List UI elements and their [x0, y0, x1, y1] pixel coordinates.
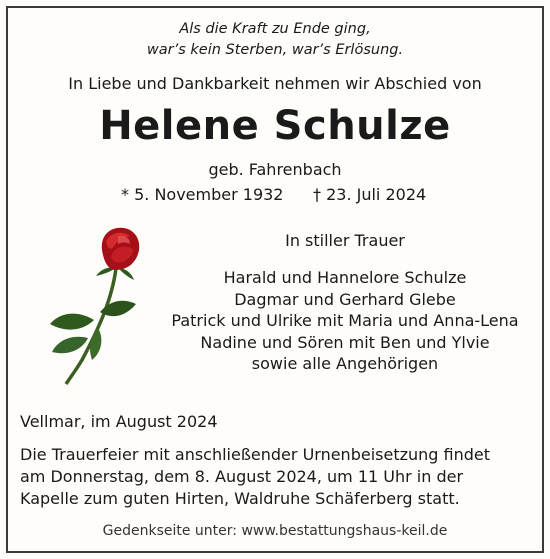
- mourner-line: sowie alle Angehörigen: [251, 354, 439, 373]
- deceased-name: Helene Schulze: [99, 103, 451, 149]
- birth-name: geb. Fahrenbach: [208, 160, 342, 179]
- mourning-heading: In stiller Trauer: [285, 231, 405, 250]
- intro-text: In Liebe und Dankbarkeit nehmen wir Abschied von: [68, 74, 482, 93]
- birth-date: * 5. November 1932: [121, 185, 284, 204]
- mourner-line: Nadine und Sören mit Ben und Ylvie: [200, 332, 490, 352]
- mourner-line: Harald und Hannelore Schulze: [223, 268, 467, 287]
- death-date: † 23. Juli 2024: [313, 185, 427, 204]
- memorial-website[interactable]: Gedenkseite unter: www.bestattungshaus-keil.de: [102, 523, 448, 539]
- rose-leaf-left: [50, 314, 94, 330]
- rose-leaf-right: [100, 301, 136, 316]
- service-info: [20, 444, 490, 510]
- motto-line-2: war’s kein Sterben, war’s Erlösung.: [146, 42, 404, 58]
- rose-leaf-lower: [52, 337, 88, 353]
- place-date: Vellmar, im August 2024: [20, 412, 218, 431]
- red-rose-image: [38, 220, 148, 390]
- service-line: Kapelle zum guten Hirten, Waldruhe Schäferberg statt.: [20, 489, 460, 508]
- mourner-line: Patrick und Ulrike mit Maria und Anna-Lena: [171, 311, 519, 330]
- rose-sepal-right: [118, 268, 134, 280]
- service-line: Die Trauerfeier mit anschließender Urnenbeisetzung findet: [20, 445, 491, 464]
- mourner-line: Dagmar und Gerhard Glebe: [234, 289, 456, 309]
- service-line: am Donnerstag, dem 8. August 2024, um 11 Uhr in der: [20, 467, 464, 486]
- mourners-list: [150, 267, 540, 375]
- motto-line-1: Als die Kraft zu Ende ging,: [179, 21, 371, 37]
- rose-leaf-small: [90, 328, 101, 360]
